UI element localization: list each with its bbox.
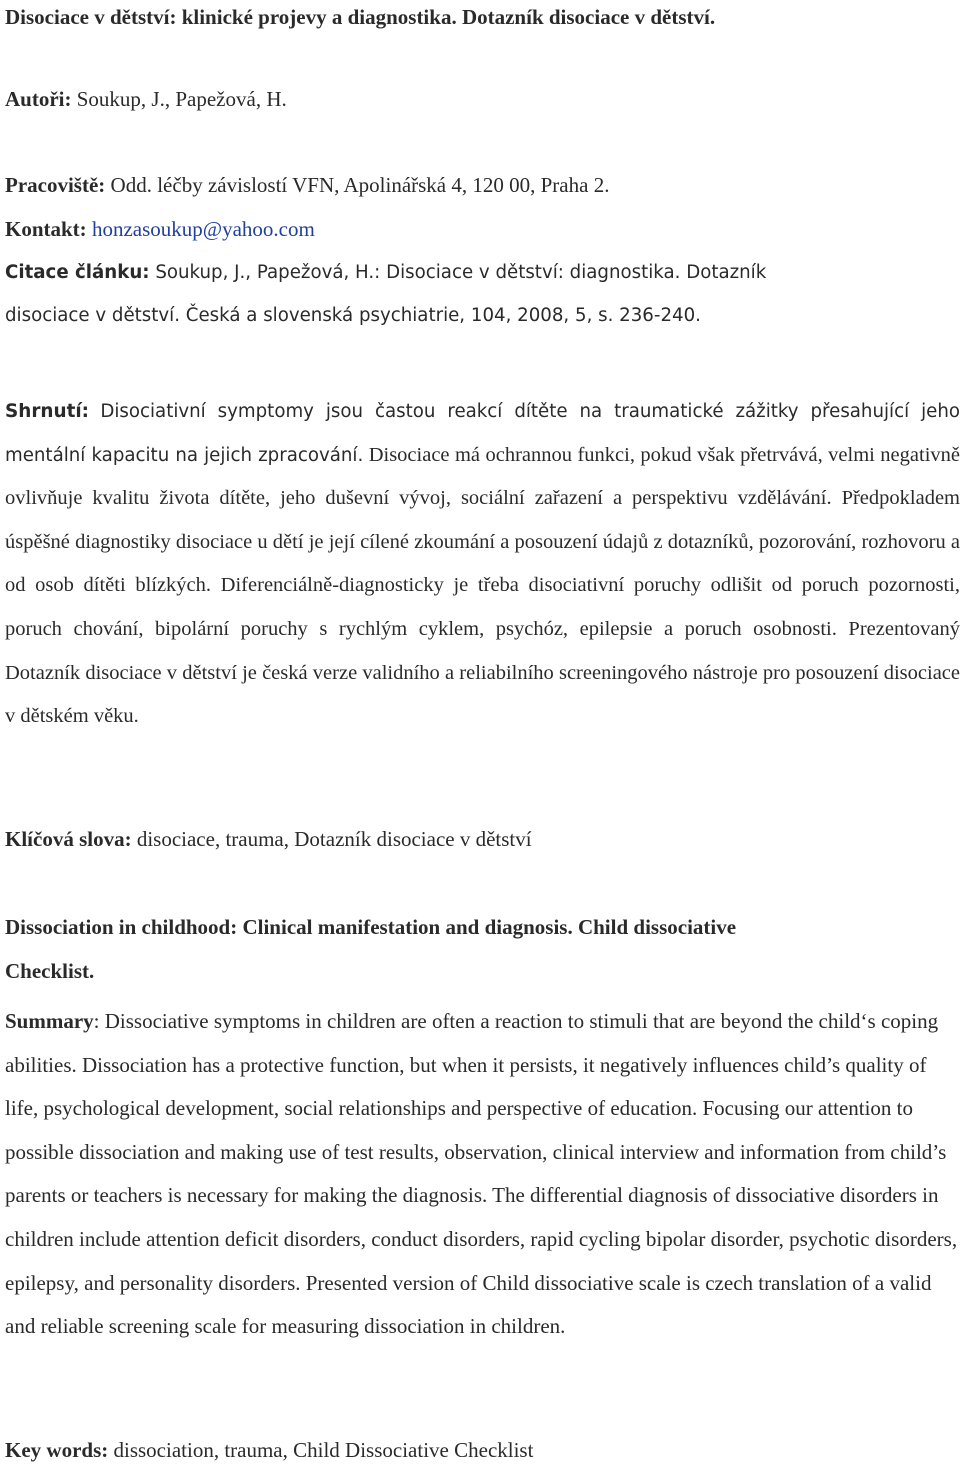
- keywords-cz-value: disociace, trauma, Dotazník disociace v dětství: [136, 827, 532, 851]
- summary-cz-label: Shrnutí:: [5, 401, 90, 422]
- title-en-line-1: Dissociation in childhood: Clinical manifestation and diagnosis. Child dissociative: [5, 915, 737, 939]
- keywords-en-line: [5, 1437, 533, 1463]
- summary-cz: [5, 390, 960, 739]
- citation-line-2: disociace v dětství. Česká a slovenská psychiatrie, 104, 2008, 5, s. 236-240.: [5, 305, 701, 326]
- authors-line: [5, 86, 287, 112]
- contact-label: Kontakt:: [5, 217, 87, 241]
- keywords-cz-line: [5, 826, 532, 852]
- authors-label: Autoři:: [5, 87, 72, 111]
- keywords-en-label: Key words:: [5, 1438, 109, 1462]
- workplace-line: [5, 172, 609, 198]
- contact-line: [5, 216, 315, 242]
- citation-label: Citace článku:: [5, 262, 150, 283]
- summary-en-label: Summary: [5, 1009, 94, 1033]
- keywords-en-value: dissociation, trauma, Child Dissociative Checklist: [113, 1438, 534, 1462]
- keywords-cz-label: Klíčová slova:: [5, 827, 132, 851]
- workplace-label: Pracoviště:: [5, 173, 106, 197]
- summary-en: [5, 1000, 960, 1349]
- contact-email-link[interactable]: honzasoukup@yahoo.com: [91, 217, 315, 241]
- authors-value: Soukup, J., Papežová, H.: [76, 87, 287, 111]
- summary-en-text: : Dissociative symptoms in children are often a reaction to stimuli that are beyond the child‘s coping abilities. Dissociation has a protective function, but when it persists, it negatively influences child’s quality of life, psychological development, social relationships and perspective of education. Focusing our attention to possible dissociation and making use of test results, observation, clinical interview and information from child’s parents or teachers is necessary for making the diagnosis. The differential diagnosis of dissociative disorders in children include attention deficit disorders, conduct disorders, rapid cycling bipolar disorder, psychotic disorders, epilepsy, and personality disorders. Presented version of Child dissociative scale is czech translation of a valid and reliable screening scale for measuring dissociation in children.: [5, 1009, 958, 1339]
- title-cz: Disociace v dětství: klinické projevy a diagnostika. Dotazník disociace v dětství.: [5, 5, 716, 29]
- workplace-value: Odd. léčby závislostí VFN, Apolinářská 4, 120 00, Praha 2.: [110, 173, 610, 197]
- summary-cz-text-serif: Disociace má ochrannou funkci, pokud však přetrvává, velmi negativně ovlivňuje kvalitu života dítěte, jeho duševní vývoj, sociální zařazení a perspektivu vzdělávání. Předpokladem úspěšné diagnostiky disociace u dětí je její cílené zkoumání a posouzení údajů z dotazníků, pozorování, rozhovoru a od osob dítěti blízkých. Diferenciálně-diagnosticky je třeba disociativní poruchy odlišit od poruch pozornosti, poruch chování, bipolární poruchy s rychlým cyklem, psychóz, epilepsie a poruch osobnosti. Prezentovaný Dotazník disociace v dětství je česká verze validního a reliabilního screeningového nástroje pro posouzení disociace v dětském věku.: [5, 443, 960, 728]
- title-en-line-2: Checklist.: [5, 959, 95, 983]
- summary-cz-text-sans: Disociativní symptomy jsou častou reakcí dítěte na traumatické zážitky přesahující jeho mentální kapacitu na jejich zpracování.: [5, 401, 960, 466]
- citation-text-1: Soukup, J., Papežová, H.: Disociace v dětství: diagnostika. Dotazník: [155, 262, 767, 283]
- citation-line-1: [5, 260, 766, 286]
